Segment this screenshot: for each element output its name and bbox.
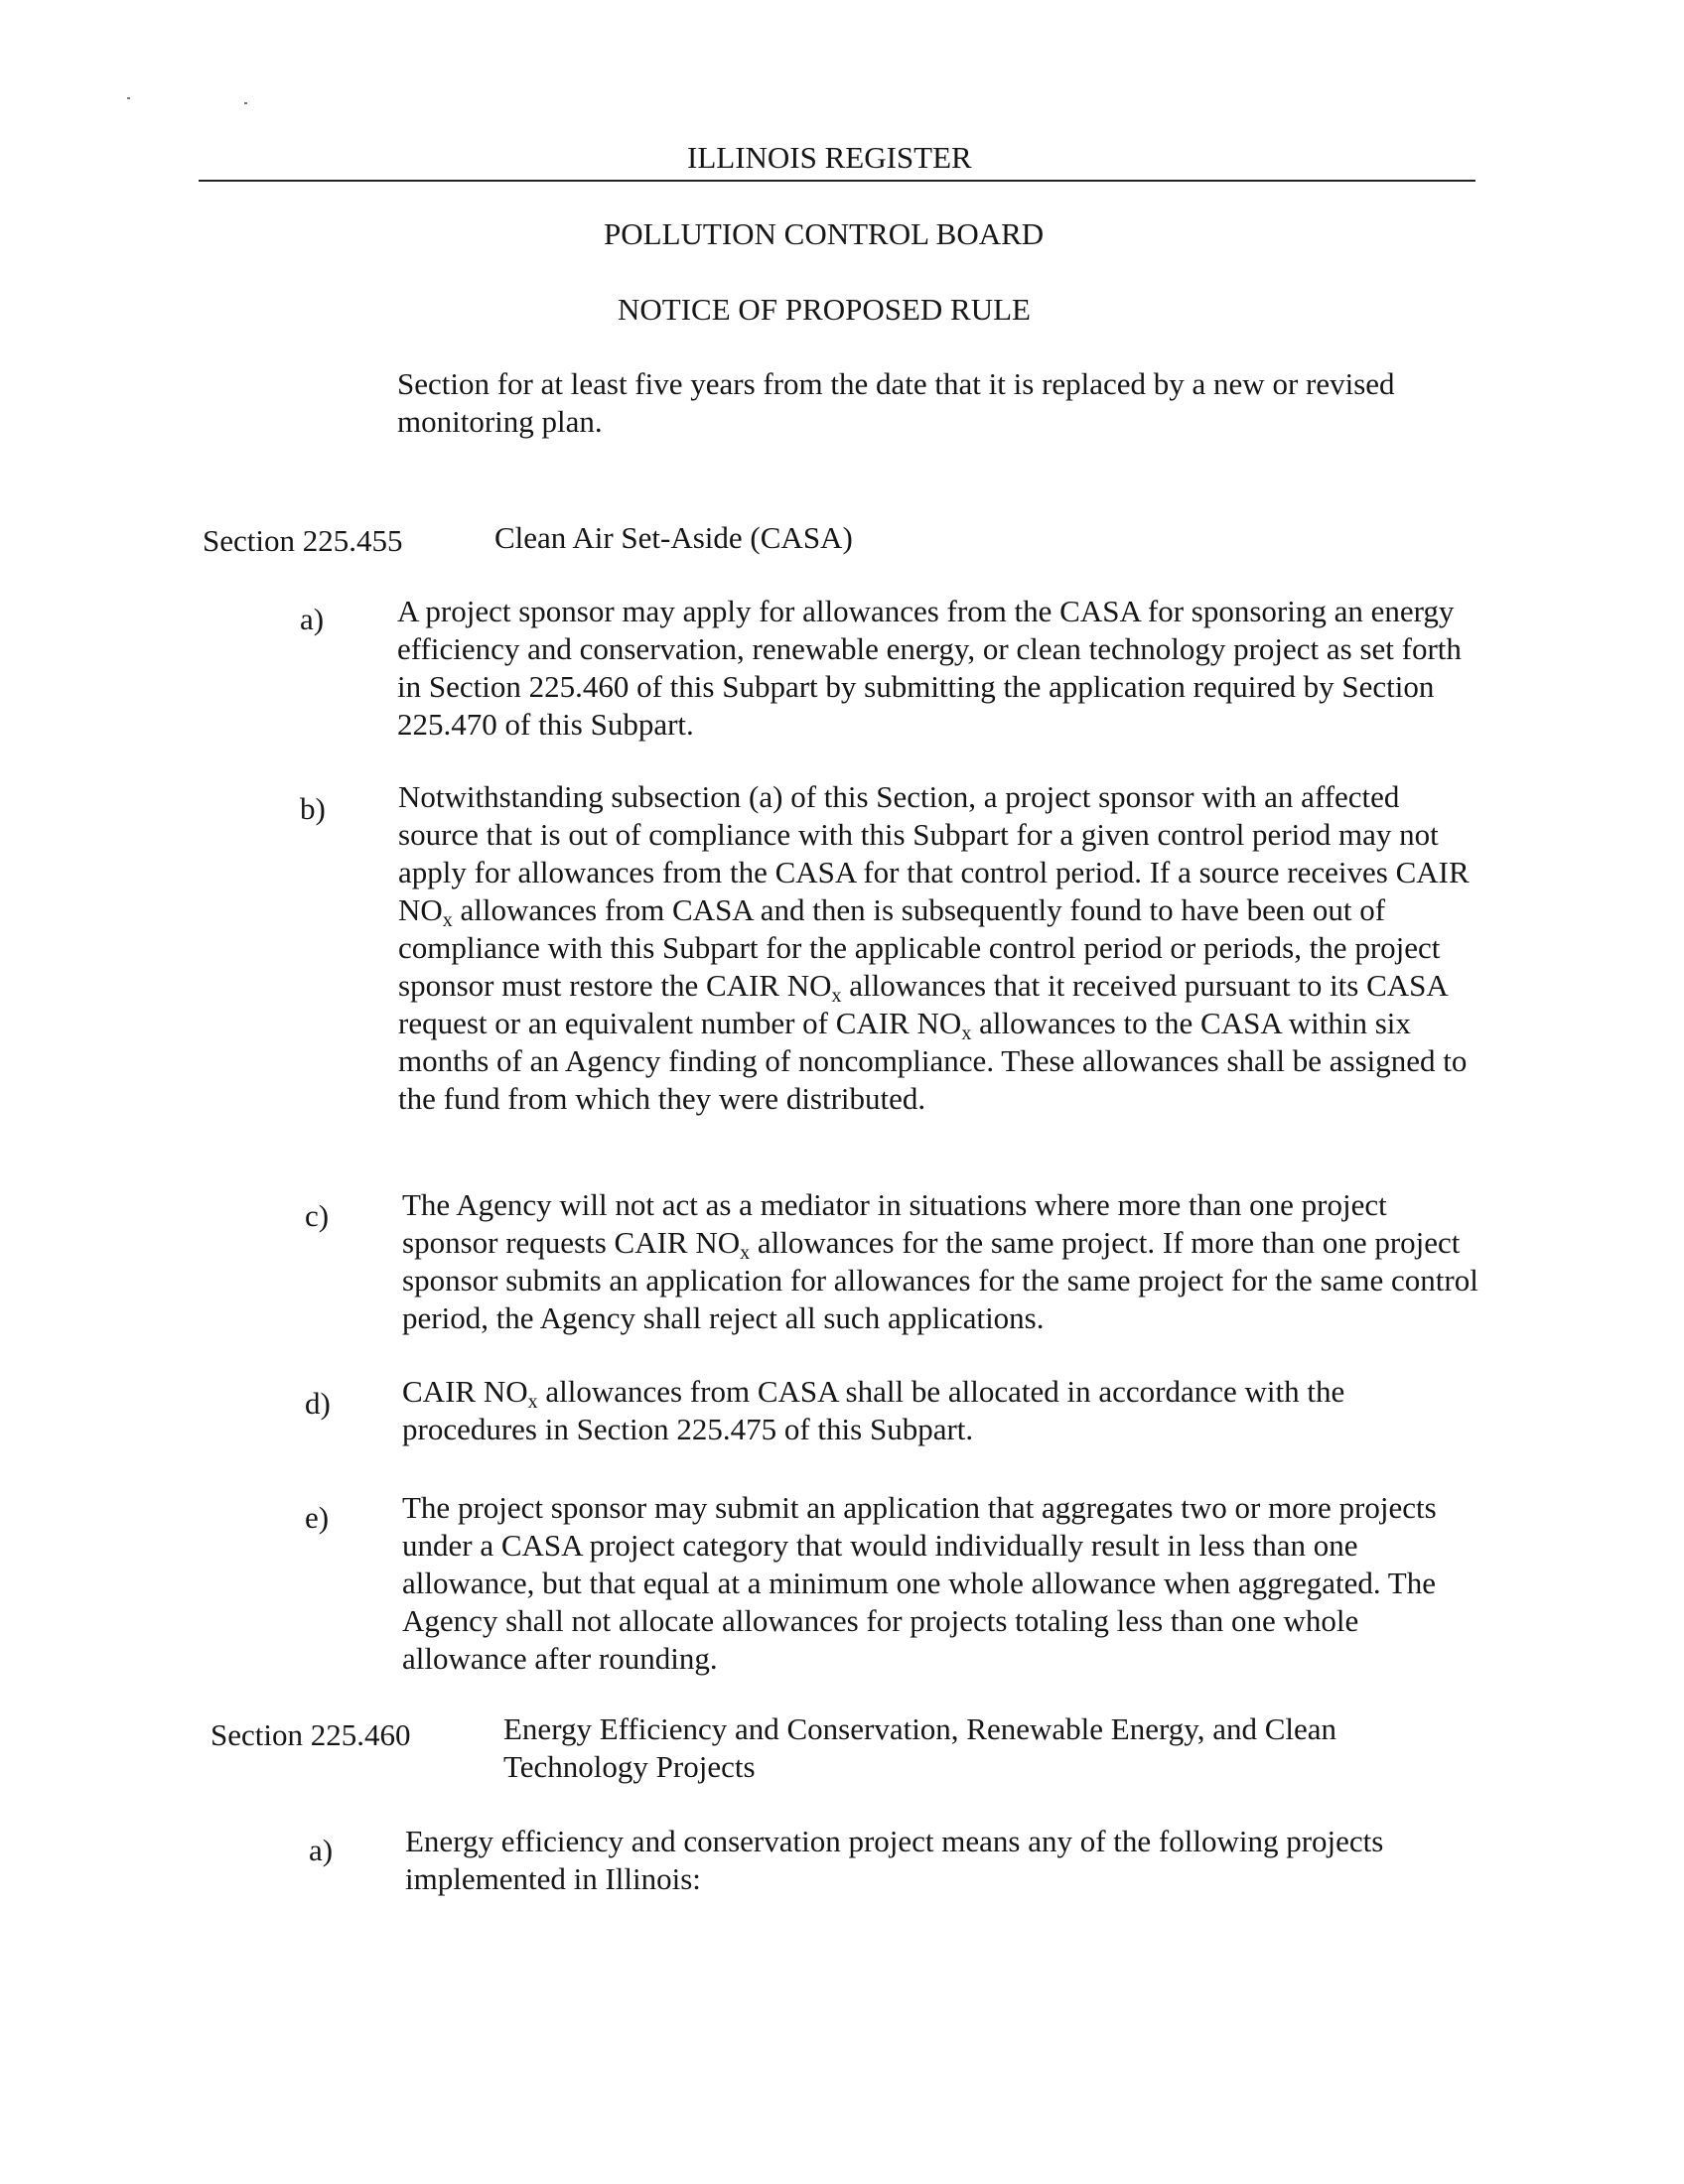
item-d-text-1: CAIR NO: [402, 1374, 528, 1409]
subscript-x: x: [442, 909, 453, 931]
carryover-paragraph: Section for at least five years from the date that it is replaced by a new or revised monitoring plan.: [397, 366, 1395, 439]
item-label-a: a): [300, 602, 325, 636]
section-455-item-d: [402, 1373, 1484, 1448]
header-rule: [199, 180, 1475, 182]
section-460-title: Energy Efficiency and Conservation, Renewable Energy, and Clean Technology Projects: [503, 1711, 1337, 1784]
item-label-e: e): [305, 1500, 330, 1535]
agency-title: POLLUTION CONTROL BOARD: [604, 216, 1045, 251]
item-c-text-1: The Agency will not act as a mediator in situations where more than one project sponsor requests CAIR NO: [402, 1187, 1387, 1260]
item-b-text-1: Notwithstanding subsection (a) of this Section, a project sponsor with an affected source that is out of compliance with this Subpart for a given control period may not apply for allowances from the CASA for that control period. If a source receives CAIR NO: [398, 779, 1470, 927]
section-455-item-c: [402, 1186, 1484, 1337]
item-b-text-4: allowances to the CASA within six months of an Agency finding of noncompliance. These allowances shall be assigned to the fund from which they were distributed.: [398, 1006, 1468, 1116]
section-455-title: Clean Air Set-Aside (CASA): [494, 520, 853, 555]
item-label-b: b): [300, 791, 326, 826]
section-455-item-a: A project sponsor may apply for allowances from the CASA for sponsoring an energy efficiency and conservation, renewable energy, or clean technology project as set forth in Section 225.460 of this Subpart by submitting the application required by Section 225.470 of this Subpart.: [397, 594, 1462, 742]
item-label-c: c): [305, 1198, 330, 1233]
item-c-text-2: allowances for the same project. If more than one project sponsor submits an application for allowances for the same project for the same control period, the Agency shall reject all such applications.: [402, 1225, 1478, 1335]
subscript-x: x: [527, 1391, 538, 1413]
scan-speck: [127, 97, 130, 99]
notice-title: NOTICE OF PROPOSED RULE: [618, 292, 1031, 327]
subscript-x: x: [740, 1242, 751, 1264]
item-d-text-2: allowances from CASA shall be allocated in accordance with the procedures in Section 225.475 of this Subpart.: [402, 1374, 1345, 1446]
section-455-item-b: [398, 778, 1480, 1118]
item-label-460-a: a): [309, 1833, 334, 1867]
item-b-text-2: allowances from CASA and then is subsequently found to have been out of compliance with this Subpart for the applicable control period or periods, the project sponsor must restore the CAIR NO: [398, 892, 1441, 1003]
section-460-number: Section 225.460: [210, 1717, 411, 1752]
subscript-x: x: [831, 985, 842, 1007]
item-b-text-3: allowances that it received pursuant to its CASA request or an equivalent number of CAIR NO: [398, 968, 1448, 1040]
register-title: ILLINOIS REGISTER: [687, 140, 972, 175]
section-455-item-e: The project sponsor may submit an application that aggregates two or more projects under a CASA project category that would individually result in less than one allowance, but that equal at a minimum one whole allowance when aggregated. The Agency shall not allocate allowances for projects totaling less than one whole allowance after rounding.: [402, 1490, 1437, 1676]
section-455-number: Section 225.455: [203, 523, 403, 558]
section-460-item-a: Energy efficiency and conservation project means any of the following projects implemented in Illinois:: [405, 1824, 1384, 1896]
scan-speck: [244, 102, 247, 104]
item-label-d: d): [305, 1386, 331, 1421]
subscript-x: x: [961, 1023, 972, 1044]
